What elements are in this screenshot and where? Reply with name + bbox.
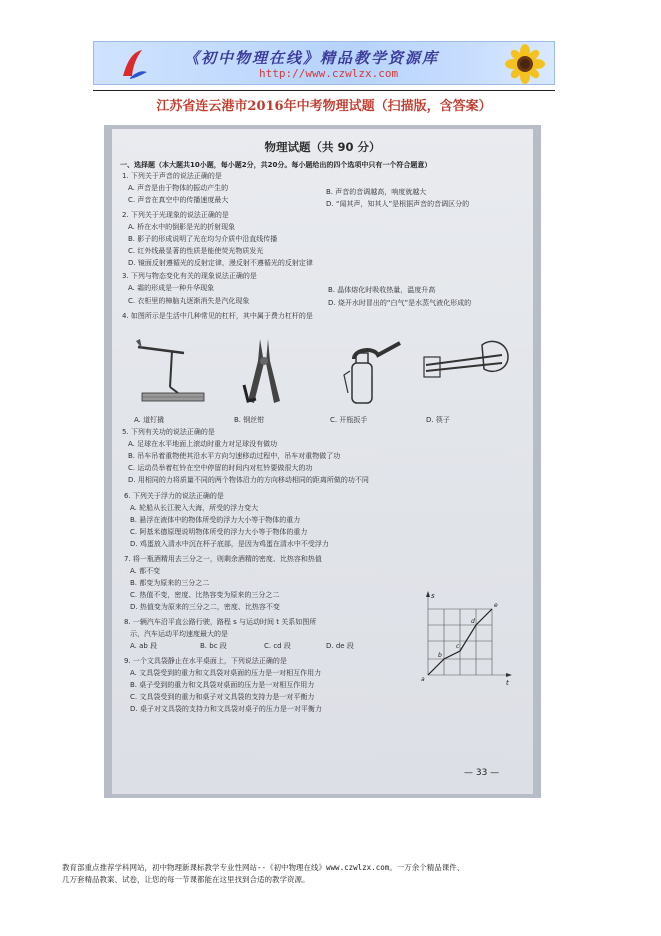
q7-option-b: B. 都变为原来的三分之二 xyxy=(130,579,210,587)
graph-axis-t: t xyxy=(506,679,509,687)
q5-option-c: C. 运动员举着杠铃在空中停留的时间内对杠铃要做很大的功 xyxy=(128,464,313,472)
exam-paper xyxy=(112,129,533,794)
scanned-page xyxy=(104,125,541,798)
q9-option-a: A. 文具袋受到的重力和文具袋对桌面的压力是一对相互作用力 xyxy=(130,669,322,677)
question-8-cont: 示，汽车运动平均速度最大的是 xyxy=(130,630,228,638)
q5-option-a: A. 足球在水平地面上滚动时重力对足球没有做功 xyxy=(128,440,278,448)
bottle-opener-illustration xyxy=(334,335,406,407)
sunflower-icon xyxy=(499,44,551,84)
q5-option-d: D. 用相同的力将质量不同的两个物体沿力的方向移动相同的距离所做的功不同 xyxy=(128,476,369,484)
q9-option-d: D. 桌子对文具袋的支持力和文具袋对桌子的压力是一对平衡力 xyxy=(130,705,322,713)
banner-title: 《初中物理在线》精品教学资源库 xyxy=(184,49,440,67)
graph-point-b: b xyxy=(438,652,442,659)
footer-line-2: 几万套精品教案、试卷，让您的每一节课都能在这里找到合适的教学资源。 xyxy=(62,875,310,884)
q4-option-c: C. 开瓶扳手 xyxy=(330,416,368,424)
question-4: 4. 如图所示是生活中几种常见的杠杆，其中属于费力杠杆的是 xyxy=(122,312,313,320)
graph-axis-s: s xyxy=(431,592,435,600)
q7-option-a: A. 都不变 xyxy=(130,567,161,575)
question-1: 1. 下列关于声音的说法正确的是 xyxy=(122,172,222,180)
q3-option-c: C. 衣柜里的樟脑丸逐渐消失是汽化现象 xyxy=(128,297,250,305)
q7-option-d: D. 热值变为原来的三分之二，密度、比热容不变 xyxy=(130,603,280,611)
q4-option-d: D. 筷子 xyxy=(426,416,450,424)
graph-point-d: d xyxy=(471,618,475,625)
q2-option-b: B. 影子的形成说明了光在均匀介质中沿直线传播 xyxy=(128,235,278,243)
header-rule xyxy=(93,90,555,91)
footer-line-1: 教育部重点推荐学科网站，初中物理新课标教学专业性网站--《初中物理在线》www.czwlzx.com。一万余个精品课件、 xyxy=(62,863,465,872)
question-3: 3. 下列与物态变化有关的现象说法正确的是 xyxy=(122,272,257,280)
pliers-illustration xyxy=(230,335,300,407)
question-5: 5. 下列有关功的说法正确的是 xyxy=(122,428,215,436)
q4-option-b: B. 钢丝钳 xyxy=(234,416,265,424)
question-7: 7. 将一瓶酒精用去三分之一，则剩余酒精的密度、比热容和热值 xyxy=(124,555,322,563)
graph-point-e: e xyxy=(494,602,498,609)
section-heading: 一、选择题（本大题共10小题，每小题2分，共20分。每小题给出的四个选项中只有一个符合题意） xyxy=(120,161,432,169)
footer-text xyxy=(62,862,622,886)
graph-point-c: c xyxy=(456,643,460,650)
q3-option-b: B. 晶体熔化时吸收热量，温度升高 xyxy=(328,286,436,294)
site-logo-icon xyxy=(120,48,148,80)
chopsticks-illustration xyxy=(422,335,512,395)
q6-option-d: D. 鸡蛋放入清水中沉在杯子底部，是因为鸡蛋在清水中不受浮力 xyxy=(130,540,329,548)
q9-option-b: B. 桌子受到的重力和文具袋对桌面的压力是一对相互作用力 xyxy=(130,681,315,689)
q8-option-a: A. ab 段 xyxy=(130,642,158,650)
q1-option-d: D. “闻其声，知其人”是根据声音的音调区分的 xyxy=(326,200,470,208)
graph-point-a: a xyxy=(421,676,425,683)
q3-option-d: D. 烧开水时冒出的“白气”是水蒸气液化形成的 xyxy=(328,299,472,307)
document-title: 江苏省连云港市2016年中考物理试题（扫描版，含答案） xyxy=(156,99,492,114)
q1-option-a: A. 声音是由于物体的振动产生的 xyxy=(128,184,229,192)
q6-option-b: B. 悬浮在液体中的物体所受的浮力大小等于物体的重力 xyxy=(130,516,301,524)
q2-option-a: A. 桥在水中的倒影是光的折射现象 xyxy=(128,223,236,231)
exam-title: 物理试题（共 90 分） xyxy=(264,140,381,154)
q1-option-b: B. 声音的音调越高，响度就越大 xyxy=(326,188,427,196)
q8-option-c: C. cd 段 xyxy=(264,642,291,650)
q4-option-a: A. 道钉撬 xyxy=(134,416,165,424)
question-8: 8. 一辆汽车沿平直公路行驶，路程 s 与运动时间 t 关系如图所 xyxy=(124,618,317,626)
q6-option-a: A. 轮船从长江驶入大海，所受的浮力变大 xyxy=(130,504,259,512)
q2-option-d: D. 镜面反射遵循光的反射定律，漫反射不遵循光的反射定律 xyxy=(128,259,313,267)
q3-option-a: A. 霜的形成是一种升华现象 xyxy=(128,284,215,292)
question-6: 6. 下列关于浮力的说法正确的是 xyxy=(124,492,224,500)
distance-time-graph xyxy=(418,589,514,687)
banner-url[interactable]: http://www.czwlzx.com xyxy=(259,67,399,80)
q1-option-c: C. 声音在真空中的传播速度最大 xyxy=(128,196,229,204)
q8-option-d: D. de 段 xyxy=(326,642,354,650)
q9-option-c: C. 文具袋受到的重力和桌子对文具袋的支持力是一对平衡力 xyxy=(130,693,315,701)
q6-option-c: C. 阿基米德原理说明物体所受的浮力大小等于物体的重力 xyxy=(130,528,308,536)
page-number: — 33 — xyxy=(464,768,500,778)
q8-option-b: B. bc 段 xyxy=(200,642,227,650)
q7-option-c: C. 热值不变，密度、比热容变为原来的三分之二 xyxy=(130,591,280,599)
question-2: 2. 下列关于光现象的说法正确的是 xyxy=(122,211,229,219)
q5-option-b: B. 吊车吊着重物使其沿水平方向匀速移动过程中，吊车对重物做了功 xyxy=(128,452,341,460)
site-banner xyxy=(93,41,555,85)
crowbar-illustration xyxy=(132,335,212,405)
question-9: 9. 一个文具袋静止在水平桌面上，下列说法正确的是 xyxy=(124,657,287,665)
q2-option-c: C. 红外线最显著的性质是能使荧光物质发光 xyxy=(128,247,264,255)
